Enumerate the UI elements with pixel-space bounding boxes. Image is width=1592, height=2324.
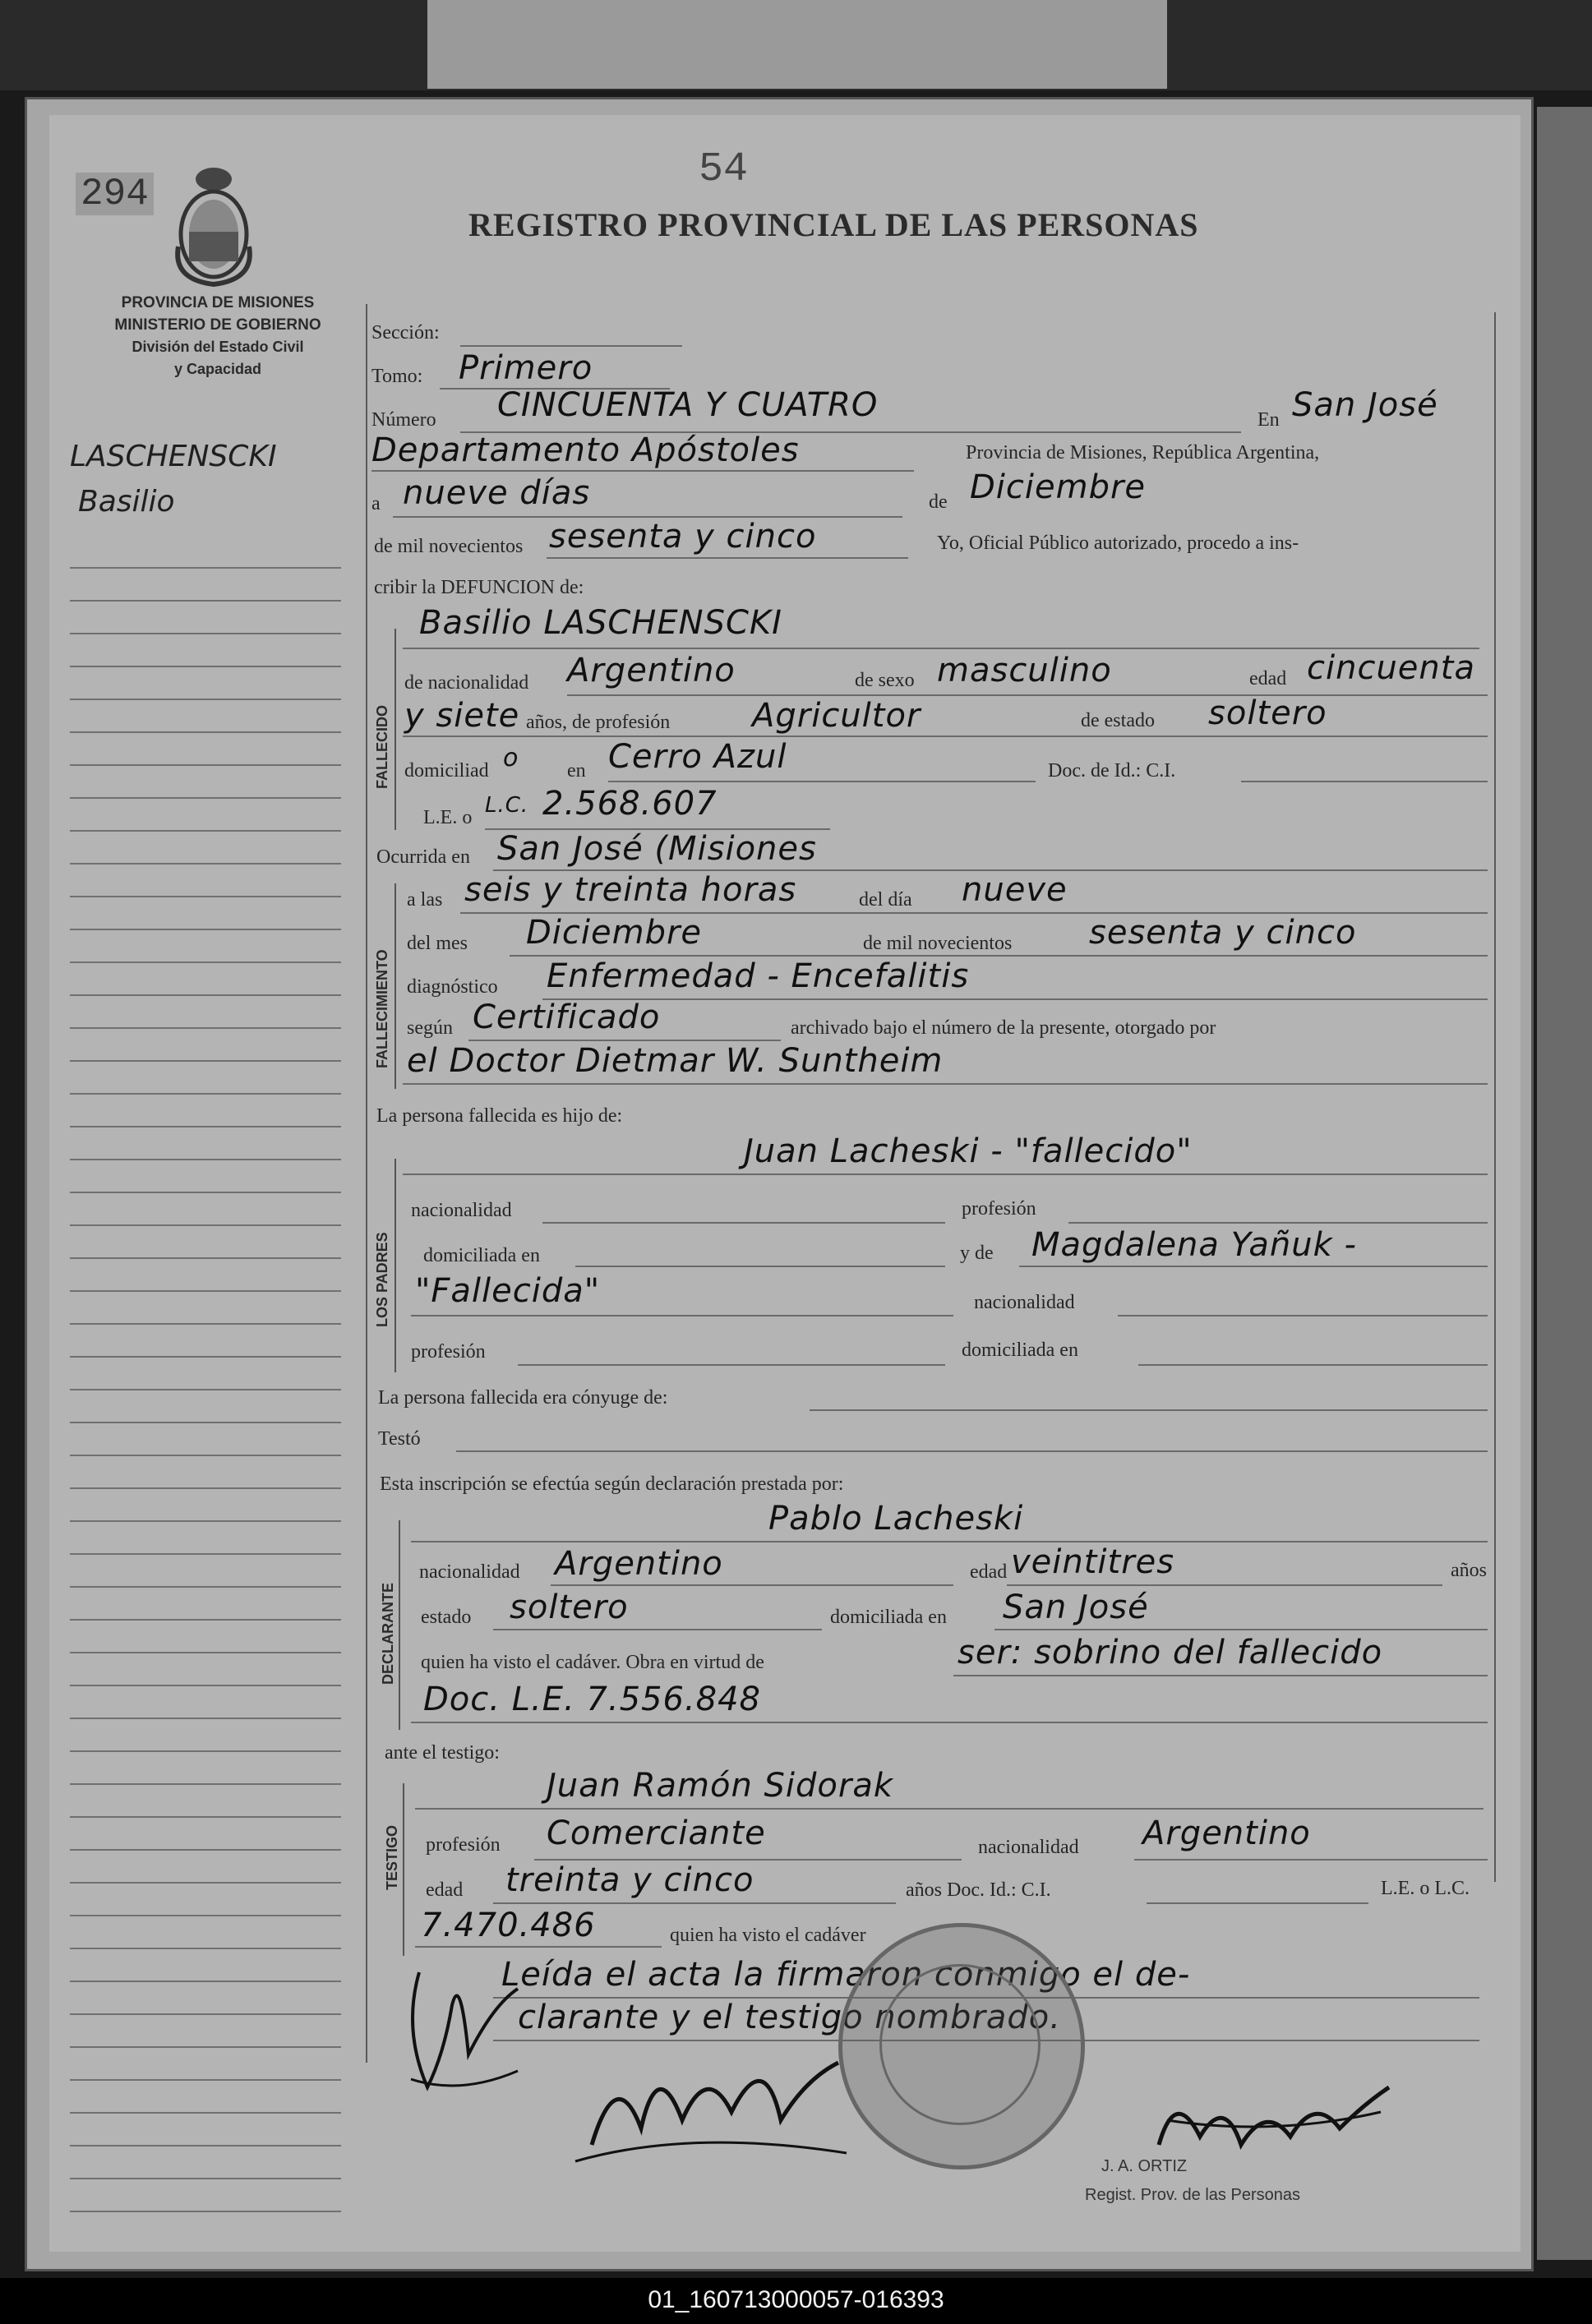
side-label-testigo: TESTIGO (384, 1824, 400, 1890)
departamento-line (371, 470, 914, 472)
signature-declarante-1 (395, 1956, 534, 2112)
margin-ruled-line (70, 1718, 341, 1719)
margin-given-name: Basilio (78, 485, 175, 519)
margin-ruled-line (70, 2112, 341, 2114)
margin-ruled-line (70, 961, 341, 963)
margin-ruled-line (70, 896, 341, 897)
margin-ruled-line (70, 830, 341, 832)
value-decl-nacionalidad: Argentino (555, 1545, 723, 1583)
margin-ruled-line (70, 1487, 341, 1489)
file-id-caption: 01_160713000057-016393 (648, 2286, 944, 2313)
label-domiciliado: domiciliad (404, 760, 489, 782)
margin-ruled-line (70, 1915, 341, 1916)
label-profesion: profesión (962, 1198, 1036, 1220)
madre-line (1019, 1266, 1488, 1267)
margin-ruled-line (70, 1356, 341, 1358)
signature-official (1151, 2071, 1397, 2170)
value-decl-edad: veintitres (1011, 1543, 1175, 1581)
signature-testigo (567, 2030, 863, 2170)
label-le-lc: L.E. o (423, 807, 473, 828)
value-edad-2: y siete (404, 697, 520, 735)
value-madre: Magdalena Yañuk - (1031, 1226, 1357, 1264)
testigo-line (415, 1808, 1484, 1810)
margin-ruled-line (70, 2145, 341, 2146)
test-nacionalidad-line (1134, 1859, 1488, 1861)
margin-ruled-line (70, 2046, 341, 2048)
margin-ruled-line (70, 764, 341, 766)
value-test-profesion: Comerciante (547, 1814, 766, 1852)
side-label-declarante: DECLARANTE (380, 1583, 396, 1685)
nacionalidad-line (567, 694, 1488, 696)
margin-ruled-line (70, 1027, 341, 1029)
official-seal-stamp (838, 1923, 1085, 2170)
label-diagnostico: diagnóstico (407, 976, 498, 998)
test-edad-line (493, 1902, 896, 1904)
value-tomo: Primero (459, 349, 593, 387)
label-declaracion: Esta inscripción se efectúa según declaración prestada por: (380, 1473, 844, 1495)
madre-estado-line (411, 1315, 953, 1316)
value-cierre-2: clarante y el testigo nombrado. (518, 1999, 1061, 2036)
official-name: J. A. ORTIZ (1101, 2157, 1188, 2175)
value-decl-doc: Doc. L.E. 7.556.848 (423, 1681, 761, 1718)
label-seccion: Sección: (371, 322, 440, 344)
profesion-line (403, 735, 1488, 737)
bracket-padres (395, 1159, 396, 1372)
label-testo: Testó (378, 1428, 421, 1450)
label-de-mil2: de mil novecientos (863, 933, 1013, 954)
bracket-fallecimiento (395, 883, 396, 1089)
declarante-line (411, 1541, 1488, 1542)
decl-virtud-line (953, 1675, 1488, 1676)
official-office: Regist. Prov. de las Personas (1085, 2186, 1300, 2204)
label-segun: según (407, 1017, 453, 1039)
mes2-line (510, 955, 1488, 957)
label-sexo: de sexo (855, 670, 915, 691)
label-del-dia: del día (859, 889, 912, 911)
margin-ruled-line (70, 1849, 341, 1851)
margin-surname: LASCHENSCKI (70, 440, 277, 473)
margin-ruled-line (70, 1553, 341, 1555)
value-test-nacionalidad: Argentino (1142, 1814, 1311, 1852)
anio-line (547, 557, 908, 559)
label-edad3: edad (426, 1879, 464, 1901)
label-nacionalidad3: nacionalidad (974, 1292, 1075, 1313)
label-le-lc2: L.E. o L.C. (1381, 1878, 1470, 1899)
value-mes2: Diciembre (526, 914, 703, 952)
margin-ruled-line (70, 1652, 341, 1653)
testo-line (456, 1450, 1488, 1452)
margin-ruled-line (70, 699, 341, 700)
value-edad-1: cincuenta (1307, 649, 1475, 687)
label-domiciliada-en: domiciliada en (423, 1245, 540, 1266)
margin-ruled-line (70, 1980, 341, 1982)
label-de: de (929, 491, 948, 513)
side-label-fallecimiento: FALLECIMIENTO (374, 949, 390, 1068)
label-archivado: archivado bajo el número de la presente, otorgado por (791, 1017, 1216, 1039)
domiciliada-line (575, 1266, 945, 1267)
label-profesion2: profesión (411, 1341, 486, 1363)
value-anio: sesenta y cinco (549, 518, 817, 556)
value-domicilio-suffix: o (503, 744, 519, 772)
value-test-edad: treinta y cinco (505, 1861, 754, 1899)
margin-ruled-line (70, 1159, 341, 1160)
profesion2-line (518, 1364, 945, 1366)
label-ocurrida: Ocurrida en (376, 846, 470, 868)
margin-ruled-line (70, 567, 341, 569)
doc-id-line (1241, 781, 1488, 782)
label-del-mes: del mes (407, 933, 468, 954)
margin-ruled-line (70, 1520, 341, 1522)
label-ante-testigo: ante el testigo: (385, 1742, 500, 1764)
margin-ruled-line (70, 1685, 341, 1686)
bracket-fallecido (395, 629, 396, 830)
issuer-line-3: División del Estado Civil (132, 339, 304, 355)
value-anio2: sesenta y cinco (1089, 914, 1357, 952)
value-numero: CINCUENTA Y CUATRO (497, 386, 879, 424)
label-quien-visto: quien ha visto el cadáver. Obra en virtud de (421, 1652, 764, 1673)
decl-doc-line (411, 1722, 1488, 1723)
page-number: 54 (699, 146, 749, 193)
issuer-line-4: y Capacidad (173, 361, 262, 377)
label-estado: de estado (1081, 710, 1155, 731)
value-madre-estado: "Fallecida" (415, 1272, 601, 1310)
label-domiciliada-en2: domiciliada en (962, 1340, 1078, 1361)
margin-ruled-line (70, 929, 341, 930)
margin-ruled-line (70, 2013, 341, 2015)
margin-ruled-line (70, 1619, 341, 1621)
margin-ruled-line (70, 1323, 341, 1325)
decl-edad-line (1007, 1584, 1442, 1586)
value-nacionalidad: Argentino (567, 652, 736, 689)
profesion-padre-line (1068, 1222, 1488, 1224)
domiciliada2-line (1138, 1364, 1488, 1366)
margin-ruled-line (70, 1816, 341, 1818)
margin-ruled-line (70, 666, 341, 667)
margin-ruled-line (70, 1783, 341, 1785)
label-numero: Número (371, 409, 436, 431)
label-domiciliada-en3: domiciliada en (830, 1607, 947, 1628)
margin-ruled-line (70, 1224, 341, 1226)
margin-ruled-line (70, 1750, 341, 1752)
margin-ruled-line (70, 863, 341, 865)
segun-line (468, 1040, 781, 1041)
margin-ruled-line (70, 1586, 341, 1588)
label-en2: en (567, 760, 586, 782)
value-declarante: Pablo Lacheski (768, 1500, 1024, 1538)
value-padre: Juan Lacheski - "fallecido" (744, 1132, 1193, 1170)
decl-domicilio-line (994, 1629, 1488, 1630)
value-dia: nueve (962, 871, 1068, 909)
margin-ruled-line (70, 1290, 341, 1292)
label-quien-visto2: quien ha visto el cadáver (670, 1925, 866, 1946)
value-test-doc: 7.470.486 (421, 1907, 596, 1944)
label-anos-profesion: años, de profesión (526, 712, 671, 733)
margin-ruled-line (70, 1060, 341, 1062)
value-dias: nueve días (403, 474, 591, 512)
diagnostico-line (542, 998, 1488, 1000)
value-nombre-fallecido: Basilio LASCHENSCKI (419, 604, 782, 642)
nacionalidad2-line (542, 1222, 945, 1224)
margin-ruled-line (70, 2178, 341, 2179)
value-segun: Certificado (473, 998, 661, 1036)
stamp-number: 294 (76, 173, 154, 215)
value-cierre-1: Leída el acta la firmaron conmigo el de- (501, 1956, 1191, 1994)
label-en: En (1257, 409, 1280, 431)
previous-page-edge (427, 0, 1167, 89)
value-decl-estado: soltero (510, 1589, 629, 1626)
label-conyuge: La persona fallecida era cónyuge de: (378, 1387, 668, 1409)
label-doc-id: Doc. de Id.: C.I. (1048, 760, 1176, 782)
page-title: REGISTRO PROVINCIAL DE LAS PERSONAS (468, 206, 1199, 243)
label-y-de: y de (960, 1243, 994, 1264)
test-doc-value-line (415, 1946, 662, 1948)
value-estado: soltero (1208, 694, 1327, 732)
medico-line (403, 1083, 1488, 1085)
side-label-fallecido: FALLECIDO (374, 705, 390, 789)
value-medico: el Doctor Dietmar W. Suntheim (407, 1042, 944, 1080)
value-domicilio: Cerro Azul (608, 738, 787, 776)
value-hora: seis y treinta horas (464, 871, 797, 909)
nacionalidad3-line (1118, 1315, 1488, 1316)
decl-estado-line (493, 1629, 822, 1630)
label-inscribir: cribir la DEFUNCION de: (374, 577, 584, 598)
margin-divider (366, 304, 367, 2063)
value-departamento: Departamento Apóstoles (371, 431, 800, 469)
margin-ruled-line (70, 1882, 341, 1884)
conyuge-line (810, 1409, 1488, 1411)
value-le-prefix: L.C. (485, 793, 529, 818)
value-localidad: San José (1292, 386, 1438, 424)
label-provincia: Provincia de Misiones, República Argentina, (966, 442, 1320, 463)
label-profesion3: profesión (426, 1834, 501, 1856)
side-label-padres: LOS PADRES (374, 1232, 390, 1327)
label-anos-doc: años Doc. Id.: C.I. (906, 1879, 1051, 1901)
margin-ruled-line (70, 1948, 341, 1949)
margin-ruled-line (70, 600, 341, 602)
margin-ruled-line (70, 797, 341, 799)
value-decl-virtud: ser: sobrino del fallecido (958, 1634, 1383, 1672)
margin-ruled-line (70, 1389, 341, 1390)
test-doc-line (1147, 1902, 1368, 1904)
label-estado2: estado (421, 1607, 472, 1628)
label-tomo: Tomo: (371, 366, 423, 387)
value-diagnostico: Enfermedad - Encefalitis (547, 957, 970, 995)
issuer-block (78, 292, 358, 380)
value-lugar: San José (Misiones (497, 830, 817, 868)
label-yo-oficial: Yo, Oficial Público autorizado, procedo a ins- (937, 533, 1299, 554)
margin-ruled-line (70, 1257, 341, 1259)
value-documento: 2.568.607 (542, 785, 718, 823)
right-border-line (1494, 312, 1496, 1882)
value-profesion: Agricultor (752, 697, 921, 735)
coat-of-arms-icon (168, 164, 259, 288)
margin-ruled-line (70, 2211, 341, 2212)
margin-ruled-line (70, 1455, 341, 1456)
domicilio-line (608, 781, 1036, 782)
label-de-mil: de mil novecientos (374, 536, 524, 557)
test-profesion-line (534, 1859, 962, 1861)
label-nacionalidad5: nacionalidad (978, 1837, 1079, 1858)
margin-ruled-line (70, 1192, 341, 1193)
value-sexo: masculino (937, 652, 1112, 689)
issuer-line-2: MINISTERIO DE GOBIERNO (114, 316, 321, 334)
margin-ruled-line (70, 2079, 341, 2081)
seccion-line (460, 345, 682, 347)
value-decl-domicilio: San José (1003, 1589, 1149, 1626)
book-binding-right (1537, 107, 1592, 2260)
margin-ruled-line (70, 633, 341, 634)
value-mes: Diciembre (970, 468, 1147, 506)
value-testigo: Juan Ramón Sidorak (547, 1767, 894, 1805)
label-nacionalidad2: nacionalidad (411, 1200, 512, 1221)
bracket-testigo (403, 1783, 404, 1956)
margin-ruled-line (70, 1422, 341, 1423)
label-anos: años (1451, 1560, 1487, 1581)
bracket-declarante (399, 1520, 400, 1730)
margin-ruled-line (70, 1126, 341, 1127)
margin-ruled-line (70, 994, 341, 996)
label-a-las: a las (407, 889, 443, 911)
decl-nacionalidad-line (551, 1584, 953, 1586)
label-a: a (371, 493, 381, 514)
label-hijo-de: La persona fallecida es hijo de: (376, 1105, 623, 1127)
label-nacionalidad: de nacionalidad (404, 672, 529, 694)
margin-ruled-line (70, 731, 341, 733)
issuer-line-1: PROVINCIA DE MISIONES (121, 294, 315, 311)
label-nacionalidad4: nacionalidad (419, 1561, 520, 1583)
padre-line (403, 1174, 1488, 1175)
margin-ruled-line (70, 1093, 341, 1095)
label-edad2: edad (970, 1561, 1008, 1583)
label-edad: edad (1249, 668, 1287, 689)
